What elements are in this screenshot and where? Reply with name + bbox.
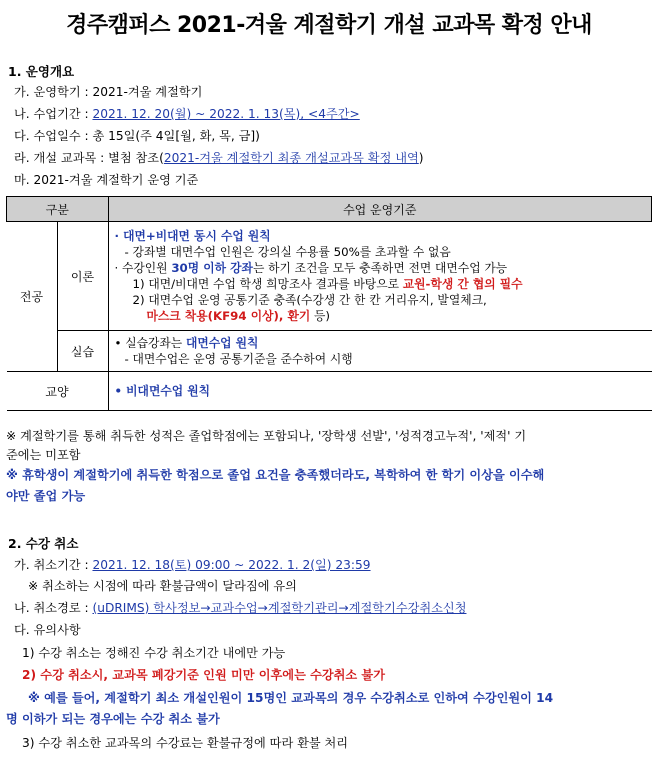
s2-item-2-note-line-2: 명 이하가 되는 경우에는 수강 취소 불가 — [6, 712, 220, 726]
theory-line-4-highlight: 교원-학생 간 협의 필수 — [402, 277, 523, 291]
cancel-period: 2021. 12. 18(토) 09:00 ~ 2022. 1. 2(일) 23:59 — [92, 558, 371, 572]
theory-line-4-text: 1) 대면/비대면 수업 학생 희망조사 결과를 바탕으로 — [132, 277, 403, 291]
note-1-line-2: 준에는 미포함 — [6, 448, 81, 462]
s1-ra — [14, 150, 424, 166]
s2-item-2: 2) 수강 취소시, 교과목 폐강기준 인원 미만 이후에는 수강취소 불가 — [22, 668, 385, 682]
s1-na — [14, 106, 360, 122]
note-2-line-2: 야만 졸업 가능 — [6, 489, 86, 503]
table-row-liberal — [7, 372, 652, 411]
theory-line-6-highlight: 마스크 착용(KF94 이상), 환기 — [146, 309, 311, 323]
course-list-link[interactable]: 2021-겨울 계절학기 최종 개설교과목 확정 내역 — [163, 151, 419, 165]
page-title: 경주캠퍼스 2021-겨울 계절학기 개설 교과목 확정 안내 — [66, 13, 592, 38]
theory-line-5: 2) 대면수업 운영 공통기준 충족(수강생 간 한 칸 거리유지, 발열체크, — [132, 293, 487, 307]
s1-da — [14, 128, 260, 144]
s2-item-2-note-line-1: ※ 예를 들어, 계절학기 최소 개설인원이 15명인 교과목의 경우 수강취소로 인하여 수강인원이 14 — [28, 691, 554, 705]
cancel-path-link[interactable]: (uDRIMS) 학사정보→교과수업→계절학기관리→계절학기수강취소신청 — [92, 601, 467, 615]
s2-item-3: 3) 수강 취소한 교과목의 수강료는 환불규정에 따라 환불 처리 — [22, 736, 349, 750]
s2-ga-note: ※ 취소하는 시점에 따라 환불금액이 달라짐에 유의 — [28, 579, 297, 593]
s2-ga-label: 가. 취소기간 : — [14, 558, 93, 572]
s1-da-value: 총 15일(주 4일[월, 화, 목, 금]) — [92, 129, 260, 143]
cell-liberal: 교양 — [7, 372, 109, 411]
theory-line-3-rest: 는 하기 조건을 모두 충족하면 전면 대면수업 가능 — [252, 261, 508, 275]
note-2-line-1: ※ 휴학생이 계절학기에 취득한 학점으로 졸업 요건을 충족했더라도, 복학하여 한 학기 이상을 이수해 — [6, 468, 545, 482]
liberal-line-1: • 비대면수업 원칙 — [114, 384, 211, 398]
theory-line-3-prefix: · 수강인원 — [114, 261, 172, 275]
s1-ga-label: 가. 운영학기 : — [14, 85, 93, 99]
table-row-theory — [7, 222, 652, 331]
cell-practice-content — [108, 331, 652, 372]
operation-standard-table — [6, 196, 652, 411]
s1-ga-value: 2021-겨울 계절학기 — [92, 85, 203, 99]
note-1-line-1: ※ 계절학기를 통해 취득한 성적은 졸업학점에는 포함되나, '장학생 선발', '성적경고누적', '제적' 기 — [6, 429, 527, 443]
cell-theory: 이론 — [57, 222, 108, 331]
s2-na-label: 나. 취소경로 : — [14, 601, 93, 615]
practice-line-1-prefix: • 실습강좌는 — [114, 336, 186, 350]
practice-line-2: - 대면수업은 운영 공통기준을 준수하여 시행 — [124, 352, 353, 366]
cell-major: 전공 — [7, 222, 58, 372]
theory-line-3-highlight: 30명 이하 강좌 — [171, 261, 253, 275]
cell-liberal-content — [108, 372, 652, 411]
s1-ga — [14, 84, 202, 100]
theory-line-4 — [109, 276, 652, 292]
cell-theory-content — [108, 222, 652, 331]
table-row-practice — [7, 331, 652, 372]
s2-na — [14, 600, 466, 616]
practice-line-1 — [109, 335, 652, 351]
practice-line-1-highlight: 대면수업 원칙 — [185, 336, 259, 350]
cell-practice: 실습 — [57, 331, 108, 372]
s2-da: 다. 유의사항 — [14, 623, 81, 637]
section2-heading: 2. 수강 취소 — [8, 536, 79, 551]
s2-item-1: 1) 수강 취소는 정해진 수강 취소기간 내에만 가능 — [22, 646, 286, 660]
theory-line-1: · 대면+비대면 동시 수업 원칙 — [114, 229, 271, 243]
s2-ga — [14, 557, 371, 573]
theory-line-3 — [109, 260, 652, 276]
section1-heading: 1. 운영개요 — [8, 64, 75, 79]
s1-na-label: 나. 수업기간 : — [14, 107, 93, 121]
class-period: 2021. 12. 20(월) ~ 2022. 1. 13(목), <4주간> — [92, 107, 360, 121]
theory-line-6-rest: 등) — [310, 309, 331, 323]
header-standard: 수업 운영기준 — [108, 197, 652, 222]
theory-line-6 — [109, 308, 652, 324]
table-header-row — [7, 197, 652, 222]
s1-da-label: 다. 수업일수 : — [14, 129, 93, 143]
s1-ma: 마. 2021-겨울 계절학기 운영 기준 — [14, 173, 199, 187]
header-gubun: 구분 — [7, 197, 109, 222]
s1-ra-label: 라. 개설 교과목 : 별첨 참조( — [14, 151, 164, 165]
theory-line-2: - 강좌별 대면수업 인원은 강의실 수용률 50%를 초과할 수 없음 — [124, 245, 451, 259]
s1-ra-suffix: ) — [418, 151, 424, 165]
